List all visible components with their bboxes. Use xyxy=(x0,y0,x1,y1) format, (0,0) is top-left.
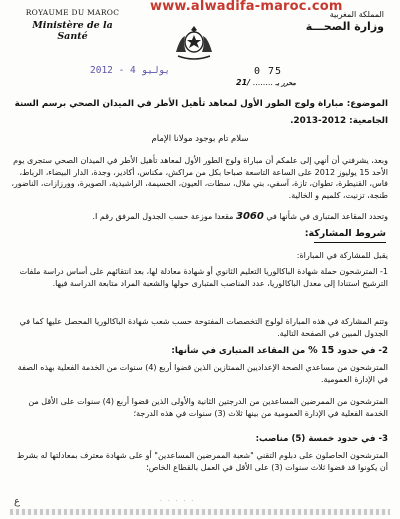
section-2-item-a: المترشحون من مساعدي الصحة الإعداديين الممتازين الذين قضوا أربع (4) سنوات من الخدمة الفعلية بهذه الصفة في الإدارة العمومية. xyxy=(17,363,388,384)
section-3-heading: 3- في حدود خمسة (5) مناصب: xyxy=(255,434,388,444)
conditions-intro: يقبل للمشاركة في المباراة: xyxy=(296,251,388,260)
section-2-suffix: من المقاعد المتبارى في شأنها: xyxy=(171,346,306,356)
kingdom-ar: المملكة المغربية xyxy=(329,10,384,19)
conditions-underline xyxy=(314,242,386,243)
reference-block: 0 75 21/ ........ محرر بـ xyxy=(236,66,296,87)
paragraph-1: وبعد، يشرفني أن أنهي إلى علمكم أن مباراة ولوج الطور الأول لمعاهد تأهيل الأطر في الميدان الصحي ستجرى يوم الأحد 15 يوليوز 2012 على الساعة التاسعة صباحا بكل من مراكش، مكناس، أكادير، وجدة، الدار البيضاء، الرباط، فاس، القنيطرة، تطوان، تازة، آسفي، بني ملال، سطات، العيون، الحسيمة، الراشيدية، الصويرة، وورزازات، الناضور، طنجة، تزنيت، كلميم و الخالية. xyxy=(11,156,388,200)
corner-mark: ع xyxy=(14,496,20,507)
ministry-fr: Ministère de la Santé xyxy=(32,20,113,42)
ministry-ar: وزارة الصحـــة xyxy=(305,20,384,33)
greeting: سلام تام بوجود مولانا الإمام xyxy=(151,134,249,144)
subject-text: مباراة ولوج الطور الأول لمعاهد تأهيل الأطر في الميدان الصحي برسم السنة الجامعية: 2012-2013. xyxy=(14,99,388,126)
section-2-item-b: المترشحون من الممرضين المساعدين من الدرجتين الثانية والأولى الذين قضوا أربع (4) سنوات على الأقل من الخدمة الفعلية في الإدارة العمومية من بينها ثلاث (3) سنوات في هذه الدرجة؛ xyxy=(28,397,388,418)
scan-artifact: · · · · · xyxy=(160,498,196,505)
subject-line xyxy=(10,96,388,130)
paragraph-2-before: وتحدد المقاعد المتبارى في شأنها في xyxy=(266,212,388,221)
reference-date-label: محرر بـ xyxy=(275,79,296,87)
conditions-title: شروط المشاركة: xyxy=(304,228,386,239)
subject-label: الموضوع: xyxy=(346,99,388,109)
paragraph-2 xyxy=(10,211,388,223)
header-left xyxy=(20,8,125,42)
scan-edge xyxy=(10,509,390,515)
watermark: www.alwadifa-maroc.com xyxy=(150,0,343,14)
date-stamp: 2012 - 4 يوليو xyxy=(90,65,171,76)
seat-count: 3060 xyxy=(235,211,264,222)
section-1-note: وتتم المشاركة في هذه المباراة لولوج التخصصات المفتوحة حسب شعب شهادة الباكالوريا المحصل عليها كما في الجدول المبين في الصفحة التالية. xyxy=(19,317,388,338)
kingdom-fr: ROYAUME DU MAROC xyxy=(25,8,120,17)
royal-emblem-icon xyxy=(172,24,216,60)
paragraph-2-after: مقعدا موزعة حسب الجدول المرفق رقم I. xyxy=(92,212,234,221)
section-2-heading xyxy=(10,345,388,356)
section-2-percent: 15 % xyxy=(308,345,335,356)
header-right xyxy=(264,10,384,33)
section-3-item-a: المترشحون الحاصلون على دبلوم التقني "شعبة الممرضين المساعدين" أو على شهادة معترف بمعادلتها له بشرط أن يكونوا قد قضوا ثلاث سنوات (3) على الأقل في العمل بالقطاع الخاص؛ xyxy=(16,451,388,472)
section-1: 1- المترشحون حملة شهادة الباكالوريا التعليم الثانوي أو شهادة معادلة لها، بعد انتقائهم على أساس دراسة ملفات الترشيح استنادا إلى معدل الباكالوريا، عدد المناصب المتبارى حولها والشعبة المراد متابعة الدراسة فيها. xyxy=(19,267,388,288)
reference-number: 0 75 xyxy=(254,66,283,77)
section-2-prefix: 2- في حدود xyxy=(337,346,388,356)
reference-line: 21/ xyxy=(236,78,251,87)
